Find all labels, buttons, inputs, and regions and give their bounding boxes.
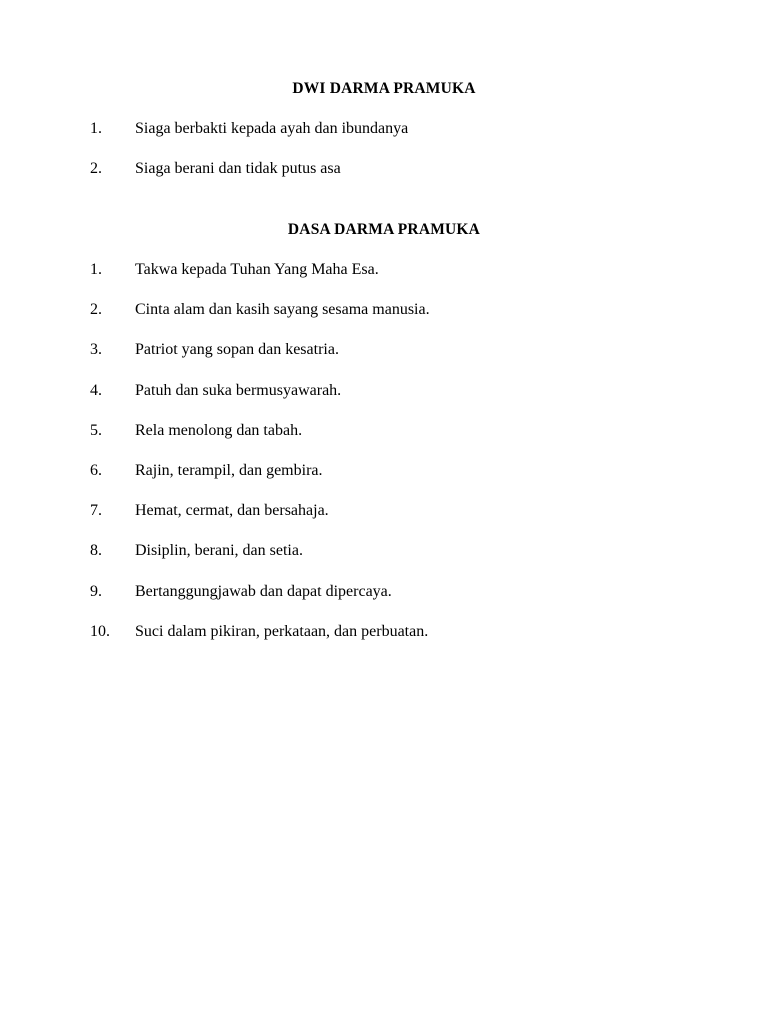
item-number: 6. bbox=[90, 461, 102, 479]
list-item bbox=[90, 120, 710, 160]
item-text: Cinta alam dan kasih sayang sesama manusia. bbox=[135, 301, 430, 319]
list-item bbox=[90, 160, 710, 200]
item-number: 2. bbox=[90, 301, 102, 319]
item-text: Siaga berbakti kepada ayah dan ibundanya bbox=[135, 120, 409, 137]
item-number: 4. bbox=[90, 381, 102, 399]
dwi-darma-heading: DWI DARMA PRAMUKA bbox=[292, 80, 476, 97]
item-number: 7. bbox=[90, 502, 102, 520]
list-item bbox=[90, 502, 710, 542]
item-number: 3. bbox=[90, 341, 102, 359]
item-text: Disiplin, berani, dan setia. bbox=[135, 542, 303, 560]
item-number: 9. bbox=[90, 582, 102, 600]
item-number: 2. bbox=[90, 160, 102, 178]
list-item bbox=[90, 382, 710, 422]
item-text: Hemat, cermat, dan bersahaja. bbox=[135, 502, 329, 520]
item-number: 1. bbox=[90, 261, 102, 278]
item-text: Siaga berani dan tidak putus asa bbox=[135, 160, 341, 178]
item-text: Patuh dan suka bermusyawarah. bbox=[135, 381, 342, 399]
list-item bbox=[90, 623, 710, 663]
list-item bbox=[90, 341, 710, 381]
list-item bbox=[90, 422, 710, 462]
dwi-darma-list bbox=[90, 120, 710, 200]
item-number: 1. bbox=[90, 120, 102, 137]
item-text: Takwa kepada Tuhan Yang Maha Esa. bbox=[135, 261, 379, 278]
item-number: 8. bbox=[90, 542, 102, 560]
dasa-darma-heading: DASA DARMA PRAMUKA bbox=[287, 221, 481, 238]
item-text: Bertanggungjawab dan dapat dipercaya. bbox=[135, 582, 392, 600]
list-item bbox=[90, 583, 710, 623]
item-number: 5. bbox=[90, 421, 102, 439]
list-item bbox=[90, 301, 710, 341]
list-item bbox=[90, 261, 710, 301]
item-text: Patriot yang sopan dan kesatria. bbox=[135, 341, 339, 359]
dasa-darma-list bbox=[90, 261, 710, 663]
list-item bbox=[90, 542, 710, 582]
item-text: Rela menolong dan tabah. bbox=[135, 421, 303, 439]
item-text: Rajin, terampil, dan gembira. bbox=[135, 461, 323, 479]
list-item bbox=[90, 462, 710, 502]
item-number: 10. bbox=[90, 622, 110, 640]
item-text: Suci dalam pikiran, perkataan, dan perbuatan. bbox=[135, 622, 429, 640]
